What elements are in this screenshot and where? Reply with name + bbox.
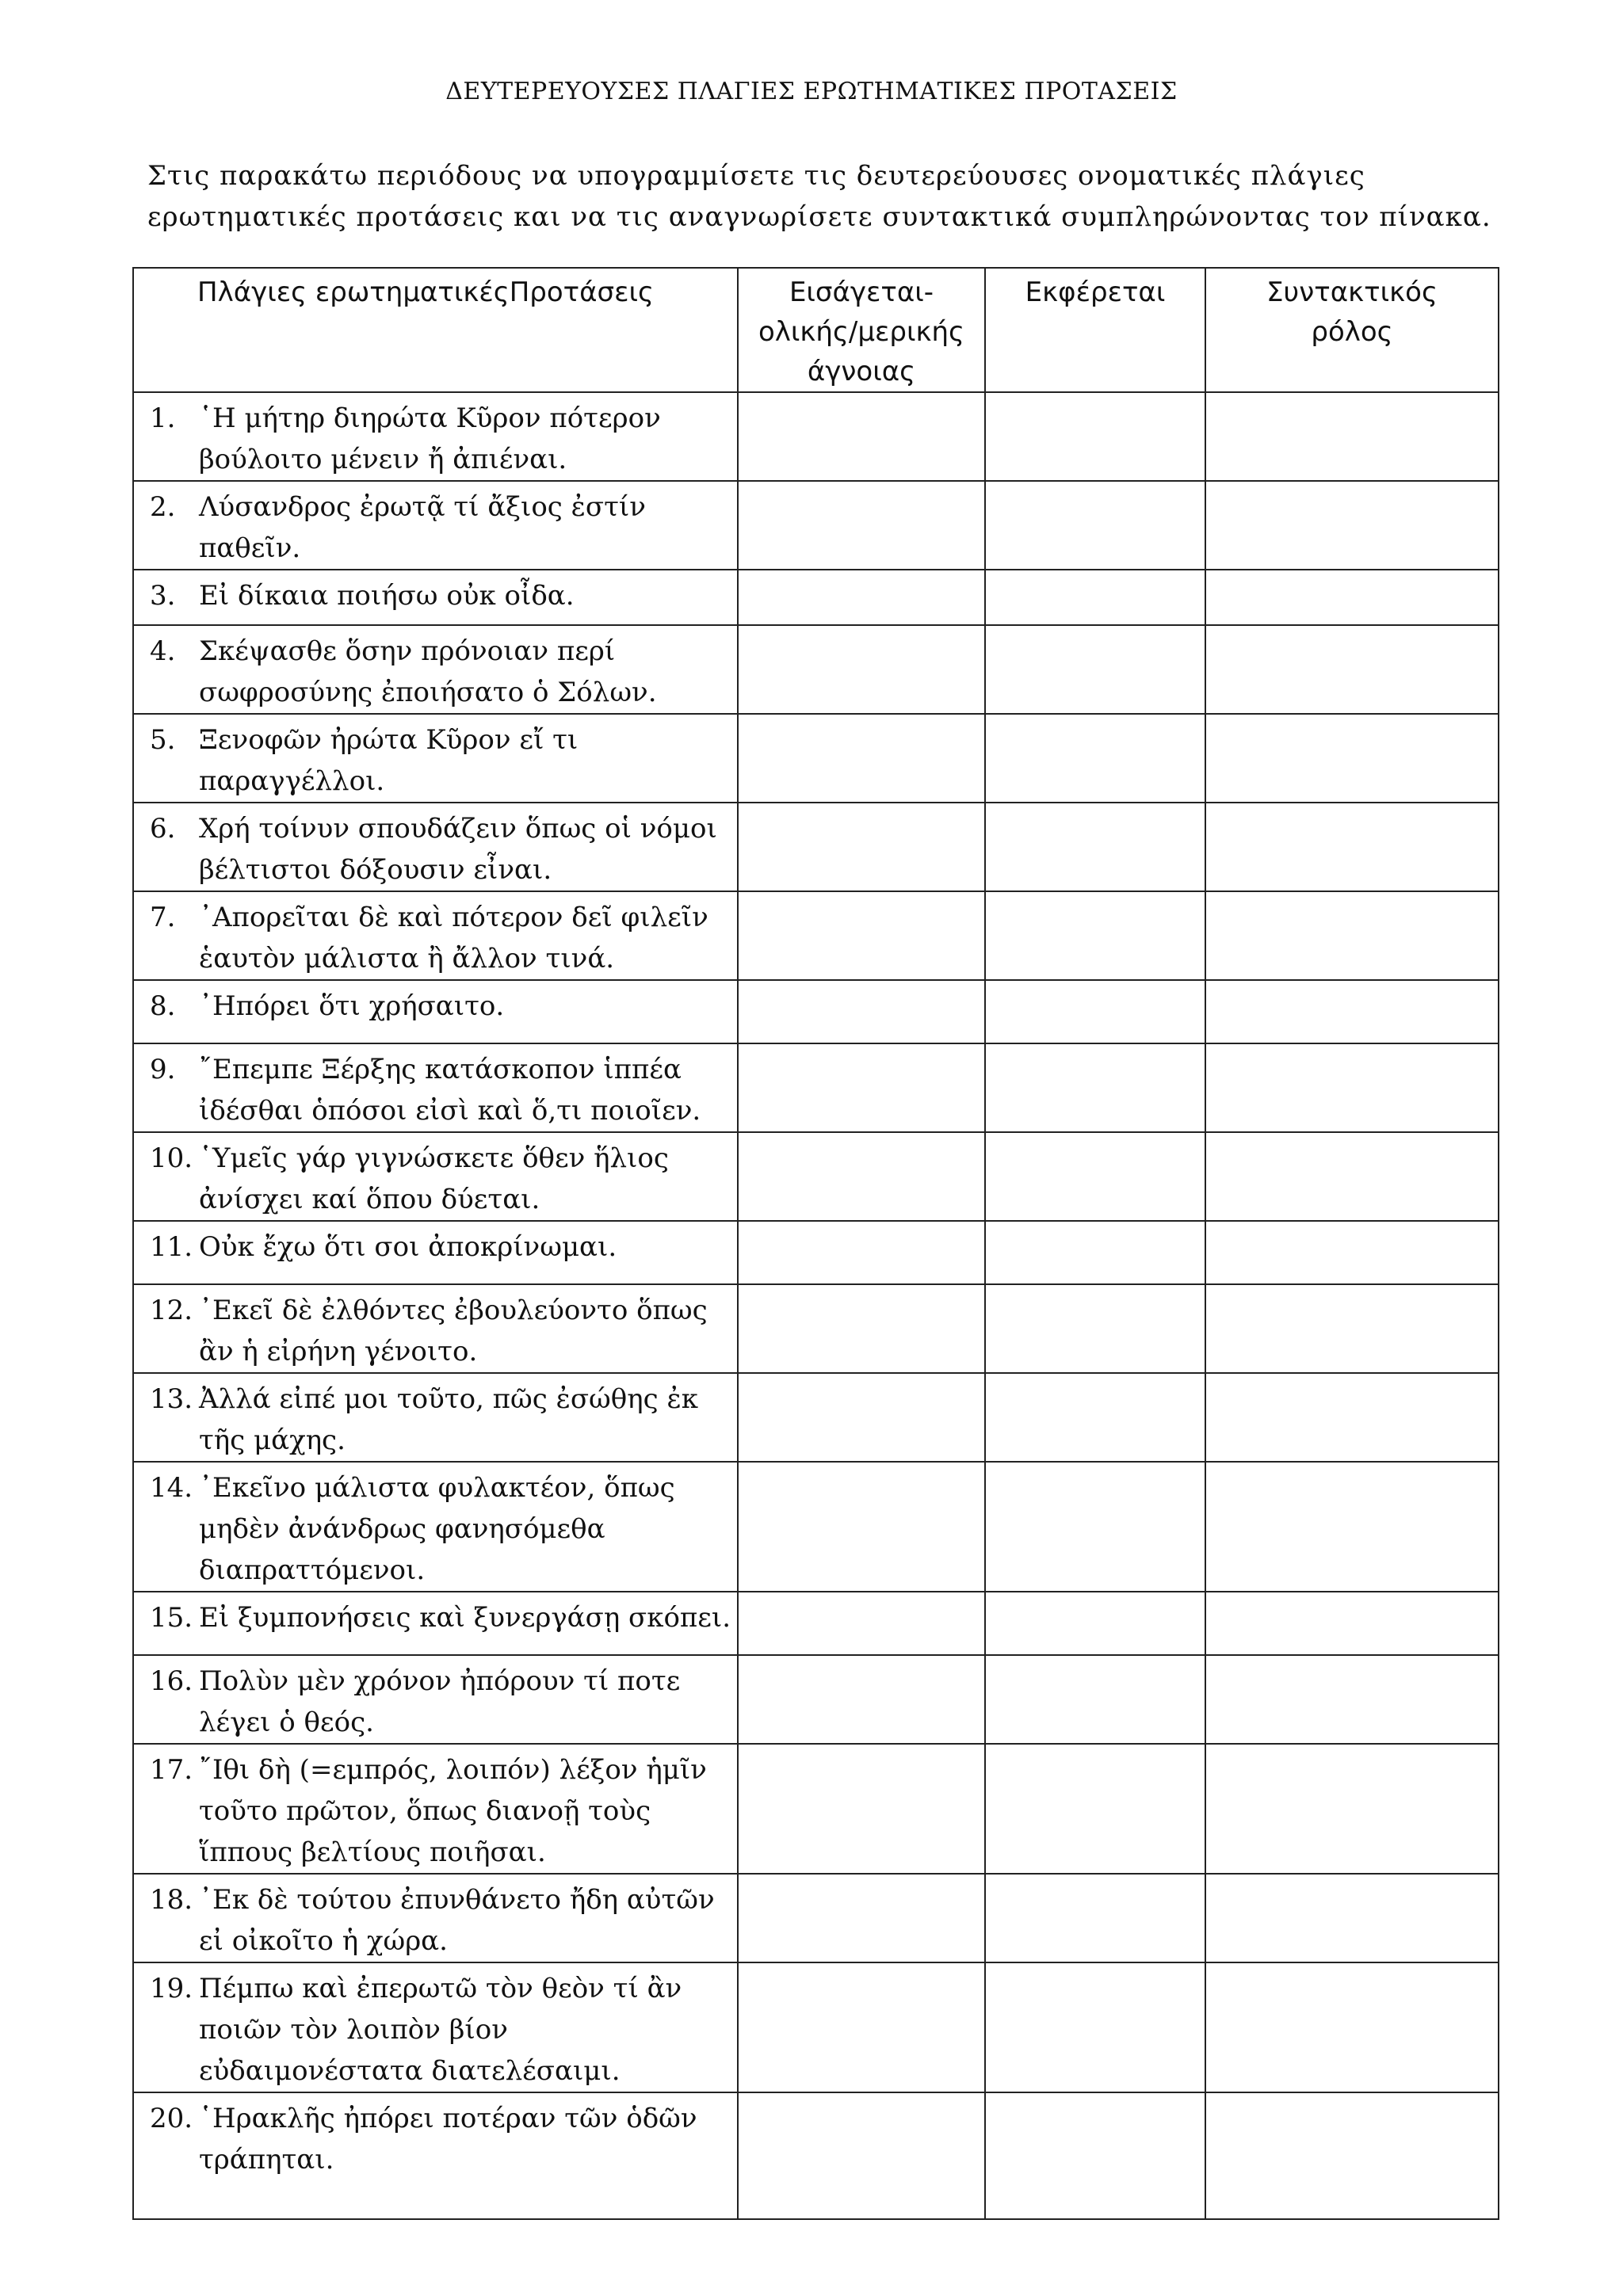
sentence-cell [133,570,738,625]
answer-introduced-cell[interactable] [738,570,985,625]
sentence-number: 7. [150,902,176,933]
sentence-line: βούλοιτο μένειν ἤ ἀπιέναι. [199,444,567,475]
sentence-line: ᾿Εκ δὲ τούτου ἐπυνθάνετο ἤδη αὐτῶν [199,1884,715,1916]
sentence-line: σωφροσύνης ἐποιήσατο ὁ Σόλων. [199,677,657,708]
sentence-line: τοῦτο πρῶτον, ὅπως διανοῇ τοὺς [199,1795,651,1827]
answer-role-cell[interactable] [1205,1132,1499,1221]
sentence-line: παθεῖν. [199,532,301,564]
answer-expressed-cell[interactable] [985,714,1205,803]
table-row [133,1284,1499,1373]
sentence-cell [133,625,738,714]
sentence-text [199,1379,730,1461]
answer-role-cell[interactable] [1205,891,1499,980]
instructions [147,155,1542,238]
sentence-line: ῾Υμεῖς γάρ γιγνώσκετε ὅθεν ἥλιος [199,1142,669,1174]
answer-role-cell[interactable] [1205,1462,1499,1592]
answer-expressed-cell[interactable] [985,1462,1205,1592]
sentence-text [199,1290,730,1372]
answer-role-cell[interactable] [1205,714,1499,803]
sentence-number: 1. [150,402,176,434]
sentence-number: 9. [150,1054,176,1085]
header-expressed [985,268,1205,392]
header-sentences-label: Πλάγιες ερωτηματικέςΠροτάσεις [197,277,654,308]
sentence-cell [133,803,738,891]
answer-role-cell[interactable] [1205,803,1499,891]
sentence-line: ᾿Εκεῖ δὲ ἐλθόντες ἐβουλεύοντο ὅπως [199,1295,708,1326]
sentence-line: ᾿Εκεῖνο μάλιστα φυλακτέον, ὅπως [199,1472,675,1504]
answer-role-cell[interactable] [1205,1284,1499,1373]
sentence-text [199,398,730,480]
sentence-cell [133,481,738,570]
sentence-line: ἰδέσθαι ὁπόσοι εἰσὶ καὶ ὅ,τι ποιοῖεν. [199,1095,701,1127]
answer-introduced-cell[interactable] [738,1462,985,1592]
table-row [133,1043,1499,1132]
answer-introduced-cell[interactable] [738,1221,985,1284]
sentence-line: Πολὺν μὲν χρόνον ἠπόρουν τί ποτε [199,1665,681,1697]
table-row [133,1132,1499,1221]
table-body [133,392,1499,2219]
answer-role-cell[interactable] [1205,570,1499,625]
sentence-text [199,486,730,569]
sentence-text [199,631,730,713]
answer-expressed-cell[interactable] [985,1874,1205,1962]
sentence-line: Πέμπω καὶ ἐπερωτῶ τὸν θεὸν τί ἂν [199,1973,682,2004]
sentence-cell [133,1284,738,1373]
answer-introduced-cell[interactable] [738,625,985,714]
sentence-line: ῎Επεμπε Ξέρξης κατάσκοπον ἱππέα [199,1054,682,1085]
sentence-line: ἂν ἡ εἰρήνη γένοιτο. [199,1336,478,1367]
sentence-line: ᾿Απορεῖται δὲ καὶ πότερον δεῖ φιλεῖν [199,902,708,933]
table-row [133,1373,1499,1462]
answer-introduced-cell[interactable] [738,1373,985,1462]
sentence-text [199,897,730,979]
answer-expressed-cell[interactable] [985,1284,1205,1373]
table-row [133,1592,1499,1655]
sentence-number: 12. [150,1295,193,1326]
sentence-cell [133,1592,738,1655]
answer-expressed-cell[interactable] [985,1132,1205,1221]
sentence-text [199,808,730,891]
exercise-table [132,267,1499,2220]
sentence-line: διαπραττόμενοι. [199,1554,426,1586]
table-row [133,2092,1499,2219]
answer-expressed-cell[interactable] [985,392,1205,481]
answer-introduced-cell[interactable] [738,714,985,803]
header-sentences [133,268,738,392]
answer-expressed-cell[interactable] [985,625,1205,714]
table-row [133,891,1499,980]
sentence-line: ῾Η μήτηρ διηρώτα Κῦρον πότερον [199,402,661,434]
sentence-line: παραγγέλλοι. [199,765,385,797]
sentence-cell [133,891,738,980]
sentence-line: Χρή τοίνυν σπουδάζειν ὅπως οἱ νόμοι [199,813,717,845]
sentence-line: Σκέψασθε ὅσην πρόνοιαν περί [199,635,616,667]
answer-expressed-cell[interactable] [985,570,1205,625]
answer-introduced-cell[interactable] [738,803,985,891]
answer-introduced-cell[interactable] [738,1284,985,1373]
table-row [133,570,1499,625]
table-row [133,714,1499,803]
answer-introduced-cell[interactable] [738,1874,985,1962]
header-role-line-2: ρόλος [1311,316,1393,348]
answer-introduced-cell[interactable] [738,1043,985,1132]
sentence-number: 2. [150,491,176,523]
sentence-line: Εἰ ξυμπονήσεις καὶ ξυνεργάσῃ σκόπει. [199,1602,731,1634]
sentence-line: εἰ οἰκοῖτο ἡ χώρα. [199,1925,448,1957]
table-row [133,1462,1499,1592]
header-introduced-line-2: ολικής/μερικής [758,316,965,348]
answer-expressed-cell[interactable] [985,2092,1205,2219]
sentence-number: 14. [150,1472,193,1504]
sentence-number: 16. [150,1665,193,1697]
sentence-number: 5. [150,724,176,756]
sentence-line: ἑαυτὸν μάλιστα ἢ ἄλλον τινά. [199,943,615,974]
sentence-line: Εἰ δίκαια ποιήσω οὐκ οἶδα. [199,580,575,612]
answer-role-cell[interactable] [1205,1373,1499,1462]
answer-role-cell[interactable] [1205,1592,1499,1655]
sentence-number: 8. [150,990,176,1022]
sentence-text [199,1661,730,1743]
answer-introduced-cell[interactable] [738,2092,985,2219]
sentence-cell [133,2092,738,2219]
table-row [133,1744,1499,1874]
table-row [133,1962,1499,2092]
answer-role-cell[interactable] [1205,1221,1499,1284]
sentence-cell [133,1655,738,1744]
sentence-cell [133,714,738,803]
answer-expressed-cell[interactable] [985,1043,1205,1132]
sentence-number: 10. [150,1142,193,1174]
sentence-line: βέλτιστοι δόξουσιν εἶναι. [199,854,552,886]
answer-role-cell[interactable] [1205,1655,1499,1744]
sentence-cell [133,1373,738,1462]
table-row [133,392,1499,481]
sentence-cell [133,1462,738,1592]
answer-role-cell[interactable] [1205,392,1499,481]
instructions-line-1: Στις παρακάτω περιόδους να υπογραμμίσετε τις δευτερεύουσες ονοματικές πλάγιες [147,160,1365,192]
answer-introduced-cell[interactable] [738,392,985,481]
sentence-text [199,1879,730,1962]
answer-expressed-cell[interactable] [985,1592,1205,1655]
table-row [133,1874,1499,1962]
answer-role-cell[interactable] [1205,481,1499,570]
answer-role-cell[interactable] [1205,2092,1499,2219]
sentence-line: εὐδαιμονέστατα διατελέσαιμι. [199,2055,621,2087]
table-row [133,625,1499,714]
sentence-cell [133,1221,738,1284]
sentence-text [199,1597,730,1638]
answer-introduced-cell[interactable] [738,1962,985,2092]
sentence-text [199,1749,730,1873]
sentence-number: 6. [150,813,176,845]
sentence-number: 17. [150,1754,193,1786]
answer-role-cell[interactable] [1205,980,1499,1043]
sentence-number: 18. [150,1884,193,1916]
answer-role-cell[interactable] [1205,1962,1499,2092]
sentence-line: λέγει ὁ θεός. [199,1707,374,1738]
sentence-line: Οὐκ ἔχω ὅτι σοι ἀποκρίνωμαι. [199,1231,617,1263]
instructions-line-2: ερωτηματικές προτάσεις και να τις αναγνωρίσετε συντακτικά συμπληρώνοντας τον πίνακα. [147,201,1491,233]
sentence-text [199,1968,730,2092]
sentence-number: 11. [150,1231,193,1263]
answer-introduced-cell[interactable] [738,1744,985,1874]
answer-expressed-cell[interactable] [985,1373,1205,1462]
sentence-line: τράπηται. [199,2144,334,2176]
table-header-row [133,268,1499,392]
sentence-line: Ἀλλά εἰπέ μοι τοῦτο, πῶς ἐσώθης ἐκ [199,1383,698,1415]
header-expressed-label: Εκφέρεται [1025,277,1166,308]
answer-role-cell[interactable] [1205,625,1499,714]
header-introduced-line-1: Εισάγεται- [789,277,934,308]
sentence-line: ἀνίσχει καί ὅπου δύεται. [199,1184,540,1215]
sentence-cell [133,1132,738,1221]
answer-expressed-cell[interactable] [985,1221,1205,1284]
sentence-number: 4. [150,635,176,667]
table-row [133,1221,1499,1284]
answer-expressed-cell[interactable] [985,1744,1205,1874]
sentence-text [199,1049,730,1131]
sentence-number: 20. [150,2103,193,2134]
answer-introduced-cell[interactable] [738,891,985,980]
answer-introduced-cell[interactable] [738,1655,985,1744]
sentence-cell [133,1744,738,1874]
sentence-text [199,1226,730,1268]
sentence-line: τῆς μάχης. [199,1425,346,1456]
sentence-line: ῎Ιθι δὴ (=εμπρός, λοιπόν) λέξον ἡμῖν [199,1754,707,1786]
answer-expressed-cell[interactable] [985,481,1205,570]
table-row [133,481,1499,570]
header-role-line-1: Συντακτικός [1266,277,1438,308]
answer-role-cell[interactable] [1205,1744,1499,1874]
sentence-text [199,986,730,1027]
sentence-text [199,575,730,616]
sentence-line: Ξενοφῶν ἠρώτα Κῦρον εἴ τι [199,724,579,756]
sentence-number: 15. [150,1602,193,1634]
sentence-line: μηδὲν ἀνάνδρως φανησόμεθα [199,1513,605,1545]
sentence-cell [133,392,738,481]
sentence-line: ποιῶν τὸν λοιπὸν βίον [199,2014,508,2046]
answer-introduced-cell[interactable] [738,1132,985,1221]
answer-expressed-cell[interactable] [985,803,1205,891]
sentence-line: ῾Ηρακλῆς ἠπόρει ποτέραν τῶν ὁδῶν [199,2103,697,2134]
answer-expressed-cell[interactable] [985,891,1205,980]
sentence-line: ἵππους βελτίους ποιῆσαι. [199,1836,546,1868]
answer-expressed-cell[interactable] [985,1655,1205,1744]
sentence-text [199,1467,730,1591]
answer-expressed-cell[interactable] [985,980,1205,1043]
answer-role-cell[interactable] [1205,1043,1499,1132]
sentence-number: 19. [150,1973,193,2004]
answer-introduced-cell[interactable] [738,1592,985,1655]
sentence-number: 3. [150,580,176,612]
sentence-text [199,2098,730,2180]
sentence-line: ᾿Ηπόρει ὅτι χρήσαιτο. [199,990,505,1022]
table-row [133,1655,1499,1744]
sentence-cell [133,1874,738,1962]
header-introduced-line-3: άγνοιας [807,356,916,387]
sentence-text [199,1138,730,1220]
answer-introduced-cell[interactable] [738,980,985,1043]
sentence-cell [133,1962,738,2092]
answer-role-cell[interactable] [1205,1874,1499,1962]
answer-expressed-cell[interactable] [985,1962,1205,2092]
page-title: ΔΕΥΤΕΡΕΥΟΥΣΕΣ ΠΛΑΓΙΕΣ ΕΡΩΤΗΜΑΤΙΚΕΣ ΠΡΟΤΑΣΕΙΣ [445,78,1178,105]
table-row [133,803,1499,891]
answer-introduced-cell[interactable] [738,481,985,570]
header-introduced [738,268,985,392]
header-syntactic-role [1205,268,1499,392]
table-row [133,980,1499,1043]
sentence-line: Λύσανδρος ἐρωτᾷ τί ἄξιος ἐστίν [199,491,646,523]
sentence-text [199,719,730,802]
sentence-cell [133,1043,738,1132]
sentence-cell [133,980,738,1043]
sentence-number: 13. [150,1383,193,1415]
